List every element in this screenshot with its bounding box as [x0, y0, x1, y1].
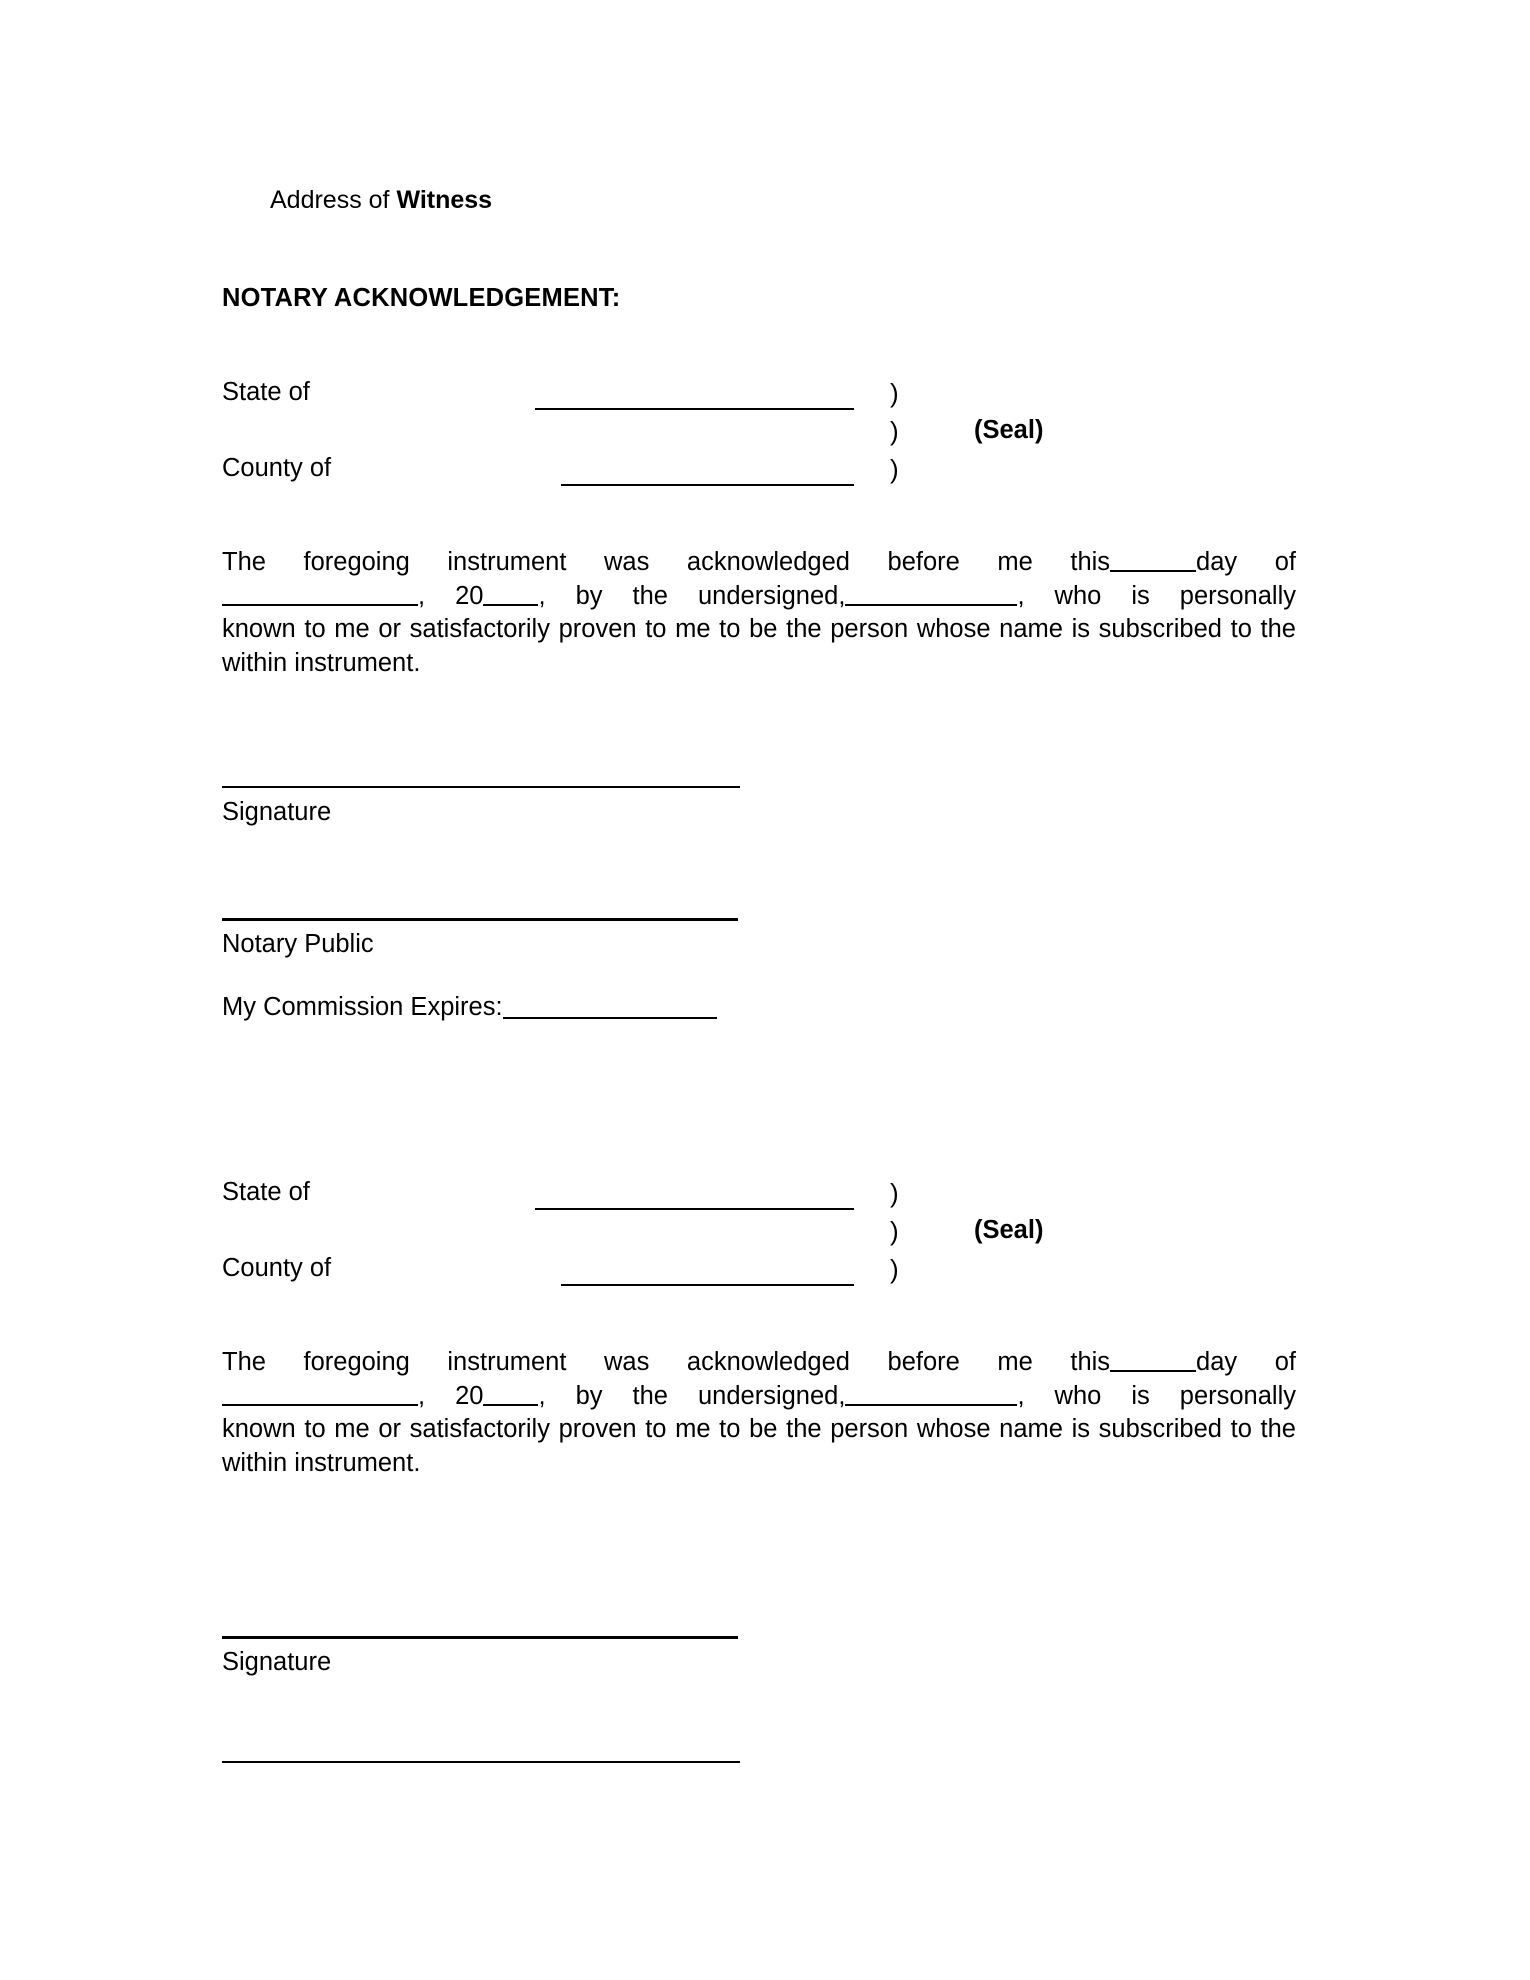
seal-marker-1: (Seal): [974, 416, 1044, 444]
day-blank-2[interactable]: [1110, 1350, 1196, 1372]
notary-public-rule[interactable]: [222, 918, 738, 921]
venue-paren-mid-2: ): [890, 1216, 899, 1246]
signature-rule-1[interactable]: [222, 786, 740, 788]
county-of-row-1: [222, 454, 1122, 490]
paragraph-2-line-2-text-a: , 20: [418, 1381, 484, 1410]
paragraph-1-line-4: within instrument.: [222, 648, 421, 677]
paragraph-1-line-2: [222, 580, 1296, 614]
state-of-row-1: [222, 378, 1122, 414]
paragraph-1-line-1: [222, 546, 1296, 580]
venue-block-2: [222, 1178, 1122, 1288]
venue-paren-top-2: ): [890, 1178, 899, 1208]
paragraph-2-line-2: [222, 1380, 1296, 1414]
witness-word: Witness: [396, 186, 493, 214]
seal-marker-2: (Seal): [974, 1216, 1044, 1244]
venue-paren-bottom-2: ): [890, 1254, 899, 1284]
state-of-blank-2[interactable]: [535, 1182, 854, 1210]
commission-expires-row: [222, 993, 717, 1022]
county-of-label-1: County of: [222, 454, 332, 482]
year-blank-1[interactable]: [483, 584, 538, 606]
paragraph-2-line-3: known to me or satisfactorily proven to me to be the person whose name is subscribed to the: [222, 1415, 1296, 1443]
year-blank-2[interactable]: [483, 1384, 538, 1406]
venue-paren-bottom-1: ): [890, 454, 899, 484]
paragraph-1-line-2-text-c: , who is personally: [1017, 581, 1296, 610]
address-of-witness-line: [270, 188, 1070, 213]
state-of-row-2: [222, 1178, 1122, 1214]
paragraph-1-line-3: known to me or satisfactorily proven to me to be the person whose name is subscribed to the: [222, 615, 1296, 643]
state-of-label-1: State of: [222, 378, 310, 406]
county-of-row-2: [222, 1254, 1122, 1290]
paragraph-2-line-1-text-a: The foregoing instrument was acknowledged before me this: [222, 1348, 1111, 1376]
signature-label-1: Signature: [222, 798, 332, 826]
county-of-blank-2[interactable]: [561, 1258, 854, 1286]
paragraph-2-line-1: [222, 1346, 1296, 1380]
commission-expires-label: My Commission Expires:: [222, 993, 503, 1021]
day-blank-1[interactable]: [1110, 550, 1196, 572]
signature-rule-2[interactable]: [222, 1636, 738, 1639]
paragraph-1-line-1-text-a: The foregoing instrument was acknowledged before me this: [222, 548, 1111, 576]
paragraph-1-line-2-text-b: , by the undersigned,: [538, 581, 846, 610]
signature-label-2: Signature: [222, 1648, 332, 1676]
notary-acknowledgement-heading: NOTARY ACKNOWLEDGEMENT:: [222, 284, 621, 312]
county-of-blank-1[interactable]: [561, 458, 854, 486]
state-of-label-2: State of: [222, 1178, 310, 1206]
commission-expires-blank[interactable]: [503, 993, 717, 1019]
paragraph-1-line-2-text-a: , 20: [418, 581, 484, 610]
acknowledgement-paragraph-2: [222, 1346, 1296, 1480]
state-of-blank-1[interactable]: [535, 382, 854, 410]
paragraph-2-line-2-text-c: , who is personally: [1017, 1381, 1296, 1410]
paragraph-2-line-2-text-b: , by the undersigned,: [538, 1381, 846, 1410]
venue-paren-mid-1: ): [890, 416, 899, 446]
paragraph-1-line-1-text-b: day of: [1196, 548, 1296, 576]
county-of-label-2: County of: [222, 1254, 332, 1282]
month-blank-1[interactable]: [222, 584, 418, 606]
acknowledgement-paragraph-1: [222, 546, 1296, 680]
paragraph-2-line-1-text-b: day of: [1196, 1348, 1296, 1376]
name-blank-2[interactable]: [845, 1384, 1017, 1406]
month-blank-2[interactable]: [222, 1384, 418, 1406]
venue-block-1: [222, 378, 1122, 488]
venue-paren-top-1: ): [890, 378, 899, 408]
name-blank-1[interactable]: [845, 584, 1017, 606]
notary-public-rule-2[interactable]: [222, 1761, 740, 1763]
paragraph-2-line-4: within instrument.: [222, 1448, 421, 1477]
notary-public-label: Notary Public: [222, 930, 374, 958]
address-of-label: Address of: [270, 186, 397, 214]
